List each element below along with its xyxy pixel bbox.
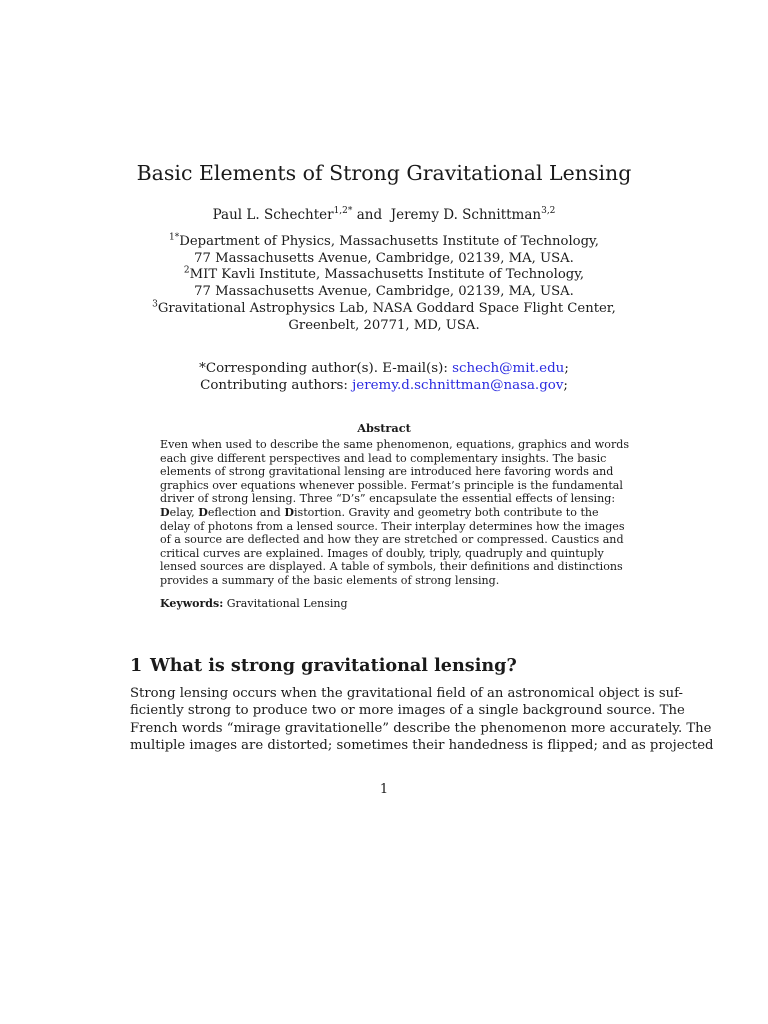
punctuation: ; (563, 378, 568, 393)
abstract-line (160, 505, 599, 520)
contributing-label: Contributing authors: (200, 378, 348, 393)
body-line: multiple images are distorted; sometimes their handedness is flipped; and as projected (130, 737, 714, 753)
affiliation (0, 234, 768, 251)
keywords-label: Keywords: (160, 597, 224, 610)
affiliation-line: MIT Kavli Institute, Massachusetts Institute of Technology, (189, 267, 585, 283)
paper-title: Basic Elements of Strong Gravitational Lensing (136, 161, 632, 185)
affiliation (0, 267, 768, 284)
author-name: Paul L. Schechter (212, 207, 334, 223)
abstract-line: driver of strong lensing. Three “D’s” encapsulate the essential effects of lensing: (160, 492, 616, 506)
abstract-line: critical curves are explained. Images of doubly, triply, quadruply and quintuply (160, 546, 604, 560)
page-number: 1 (379, 782, 389, 797)
abstract-line: lensed sources are displayed. A table of symbols, their definitions and distinctions (160, 560, 623, 574)
abstract-heading: Abstract (357, 421, 411, 435)
corresponding-label: *Corresponding author(s). E-mail(s): (199, 361, 448, 376)
affiliation-line: Greenbelt, 20771, MD, USA. (288, 317, 480, 333)
body-line: ficiently strong to produce two or more images of a single background source. The (130, 703, 685, 719)
author-list (0, 206, 768, 224)
correspondence (0, 360, 768, 394)
section-title: What is strong gravitational lensing? (150, 655, 517, 676)
affiliation-line: Department of Physics, Massachusetts Institute of Technology, (179, 234, 599, 249)
abstract-line: of a source are deflected and how they are stretched or compressed. Caustics and (160, 533, 624, 547)
abstract-line: each give different perspectives and lead to complementary insights. The basic (160, 451, 607, 465)
affiliations (0, 234, 768, 334)
abstract-body (160, 438, 630, 588)
author-superscript: 3,2 (541, 205, 556, 216)
abstract-line: Even when used to describe the same phenomenon, equations, graphics and words (160, 438, 630, 451)
author-superscript: 1,2* (333, 205, 353, 216)
emphasis-letter: D (284, 505, 294, 519)
emphasis-letter: D (160, 505, 170, 519)
affiliation-line: 77 Massachusetts Avenue, Cambridge, 02139, MA, USA. (194, 284, 574, 300)
affiliation-marker: 1* (169, 232, 180, 243)
affiliation (0, 301, 768, 318)
body-paragraph (130, 685, 714, 754)
text-fragment: istortion. Gravity and geometry both contribute to the (293, 505, 599, 519)
affiliation-marker: 3 (152, 299, 158, 310)
affiliation-line: 77 Massachusetts Avenue, Cambridge, 02139, MA, USA. (194, 250, 574, 266)
section-heading (130, 654, 517, 678)
section-number: 1 (130, 655, 143, 676)
punctuation: ; (564, 361, 569, 376)
contributing-email-link[interactable]: jeremy.d.schnittman@nasa.gov (352, 378, 564, 393)
abstract-line: elements of strong gravitational lensing are introduced here favoring words and (160, 465, 614, 479)
author-connector: and (356, 207, 383, 223)
abstract-line: graphics over equations whenever possible. Fermat’s principle is the fundamental (160, 478, 623, 492)
abstract-line: provides a summary of the basic elements of strong lensing. (160, 573, 500, 587)
body-line: French words “mirage gravitationelle” describe the phenomenon more accurately. The (130, 720, 712, 736)
emphasis-letter: D (198, 505, 208, 519)
abstract-line: delay of photons from a lensed source. Their interplay determines how the images (160, 519, 625, 533)
affiliation-marker: 2 (183, 266, 190, 277)
body-line: Strong lensing occurs when the gravitational field of an astronomical object is suf- (130, 686, 683, 701)
keywords-value: Gravitational Lensing (226, 597, 348, 610)
corresponding-email-link[interactable]: schech@mit.edu (452, 361, 565, 376)
text-fragment: elay, (169, 505, 199, 519)
text-fragment: eflection and (207, 505, 285, 519)
keywords (160, 597, 348, 611)
contributing-authors-line (0, 377, 768, 394)
corresponding-author-line (0, 360, 768, 377)
affiliation-line: Gravitational Astrophysics Lab, NASA Goddard Space Flight Center, (157, 300, 616, 316)
author-name: Jeremy D. Schnittman (390, 207, 542, 223)
